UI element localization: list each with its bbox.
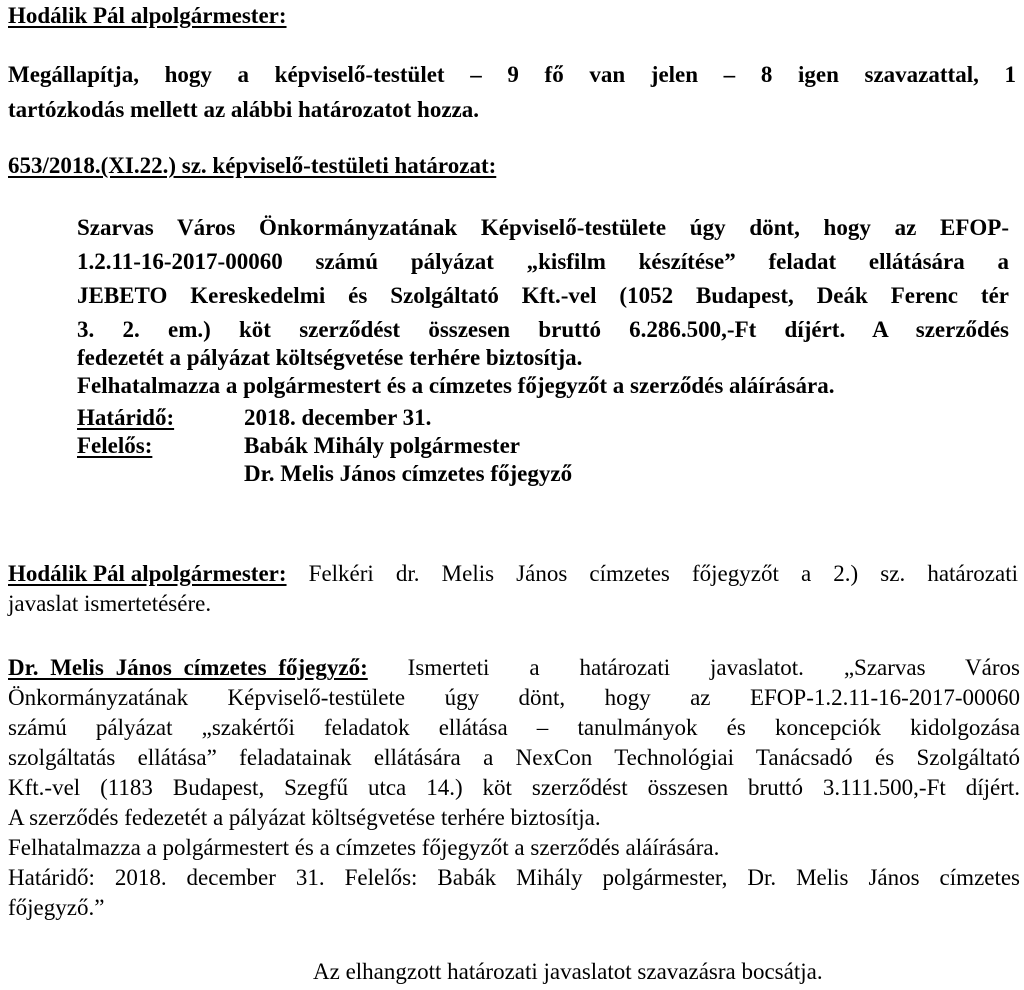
deadline-label: Határidő: [77,405,175,430]
resolution-line: 1.2.11-16-2017-00060 számú pályázat „kisfilm készítése” feladat ellátására a [77,249,1009,274]
proposal-line: A szerződés fedezetét a pályázat költségvetése terhére biztosítja. [8,805,601,830]
speaker2-text: javaslat ismertetésére. [8,591,212,616]
speaker3-text: Ismerteti a határozati javaslatot. „Szarvas Város [367,655,1020,680]
closing-line: Az elhangzott határozati javaslatot szavazásra bocsátja. [313,959,823,984]
speaker2-text: Felkéri dr. Melis János címzetes főjegyzőt a 2.) sz. határozati [286,561,1018,586]
resolution-line: fedezetét a pályázat költségvetése terhére biztosítja. [77,345,583,370]
proposal-line: Felhatalmazza a polgármestert és a címzetes főjegyzőt a szerződés aláírására. [8,835,720,860]
responsible-value: Babák Mihály polgármester [244,433,520,458]
proposal-line: számú pályázat „szakértői feladatok ellátása – tanulmányok és koncepciók kidolgozása [8,715,1020,740]
statement-line: tartózkodás mellett az alábbi határozatot hozza. [8,97,479,122]
speaker3-name: Dr. Melis János címzetes főjegyző: [8,655,368,680]
resolution-line: 3. 2. em.) köt szerződést összesen bruttó 6.286.500,-Ft díjért. A szerződés [77,317,1009,342]
deadline-value: 2018. december 31. [244,405,432,430]
proposal-line: Határidő: 2018. december 31. Felelős: Babák Mihály polgármester, Dr. Melis János címzetes [8,865,1020,890]
responsible-value: Dr. Melis János címzetes főjegyző [244,461,573,486]
proposal-line: Kft.-vel (1183 Budapest, Szegfű utca 14.) köt szerződést összesen bruttó 3.111.500,-Ft díjért. [8,775,1020,800]
speaker2-line [8,560,1018,588]
proposal-line: főjegyző.” [8,895,105,920]
resolution-line: Szarvas Város Önkormányzatának Képviselő-testülete úgy dönt, hogy az EFOP- [77,215,1009,240]
resolution-number: 653/2018.(XI.22.) sz. képviselő-testületi határozat: [8,153,497,178]
speaker3-line [8,654,1020,682]
speaker-heading: Hodálik Pál alpolgármester: [8,3,287,28]
statement-line: Megállapítja, hogy a képviselő-testület – 9 fő van jelen – 8 igen szavazattal, 1 [8,62,1016,87]
proposal-line: szolgáltatás ellátása” feladatainak ellátására a NexCon Technológiai Tanácsadó és Szolgáltató [8,745,1020,770]
proposal-line: Önkormányzatának Képviselő-testülete úgy dönt, hogy az EFOP-1.2.11-16-2017-00060 [8,685,1020,710]
speaker2-name: Hodálik Pál alpolgármester: [8,561,287,586]
resolution-line: Felhatalmazza a polgármestert és a címzetes főjegyzőt a szerződés aláírására. [77,373,835,398]
resolution-line: JEBETO Kereskedelmi és Szolgáltató Kft.-vel (1052 Budapest, Deák Ferenc tér [77,283,1009,308]
responsible-label: Felelős: [77,433,153,458]
